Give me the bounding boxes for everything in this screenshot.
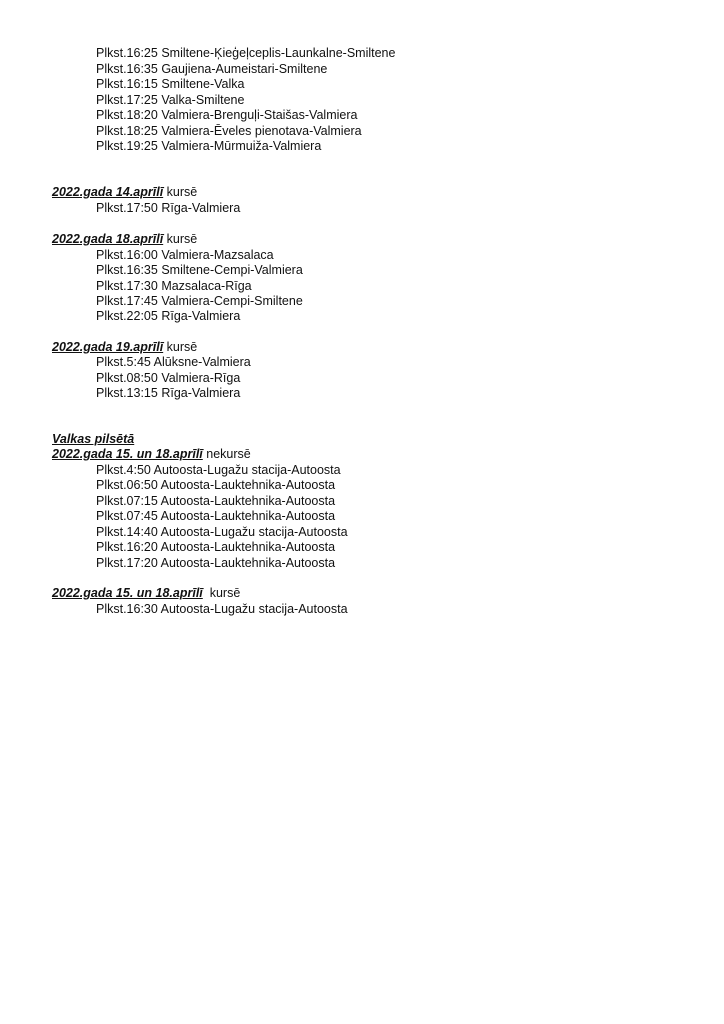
section-status: nekursē [202, 447, 251, 461]
schedule-entry: Plkst.19:25 Valmiera-Mūrmuiža-Valmiera [96, 139, 322, 153]
schedule-entry: Plkst.17:50 Rīga-Valmiera [96, 201, 241, 215]
section-heading [52, 340, 197, 355]
schedule-entry: Plkst.18:25 Valmiera-Ēveles pienotava-Valmiera [96, 124, 362, 138]
schedule-entry: Plkst.14:40 Autoosta-Lugažu stacija-Autoosta [96, 525, 348, 539]
section-heading [52, 586, 240, 601]
section-status: kursē [163, 185, 198, 199]
section-status: kursē [202, 586, 241, 600]
schedule-entry: Plkst.07:15 Autoosta-Lauktehnika-Autoosta [96, 494, 336, 508]
section-date: 2022.gada 15. un 18.aprīlī [52, 586, 203, 600]
schedule-entry: Plkst.13:15 Rīga-Valmiera [96, 386, 241, 400]
section-heading [52, 232, 197, 247]
schedule-entry: Plkst.16:00 Valmiera-Mazsalaca [96, 248, 274, 262]
schedule-entry: Plkst.18:20 Valmiera-Brenguļi-Staišas-Valmiera [96, 108, 358, 122]
schedule-entry: Plkst.17:25 Valka-Smiltene [96, 93, 245, 107]
schedule-entry: Plkst.5:45 Alūksne-Valmiera [96, 355, 251, 369]
town-heading: Valkas pilsētā [52, 432, 135, 446]
section-date: 2022.gada 18.aprīlī [52, 232, 164, 246]
schedule-entry: Plkst.16:25 Smiltene-Ķieģeļceplis-Launkalne-Smiltene [96, 46, 396, 60]
schedule-entry: Plkst.07:45 Autoosta-Lauktehnika-Autoosta [96, 509, 336, 523]
schedule-entry: Plkst.16:35 Gaujiena-Aumeistari-Smiltene [96, 62, 328, 76]
schedule-entry: Plkst.16:20 Autoosta-Lauktehnika-Autoosta [96, 540, 336, 554]
schedule-entry: Plkst.16:15 Smiltene-Valka [96, 77, 245, 91]
schedule-entry: Plkst.4:50 Autoosta-Lugažu stacija-Autoosta [96, 463, 341, 477]
section-status: kursē [163, 340, 198, 354]
schedule-entry: Plkst.17:45 Valmiera-Cempi-Smiltene [96, 294, 303, 308]
section-date: 2022.gada 15. un 18.aprīlī [52, 447, 203, 461]
section-date: 2022.gada 14.aprīlī [52, 185, 164, 199]
schedule-entry: Plkst.17:20 Autoosta-Lauktehnika-Autoosta [96, 556, 336, 570]
schedule-entry: Plkst.22:05 Rīga-Valmiera [96, 309, 241, 323]
schedule-entry: Plkst.16:30 Autoosta-Lugažu stacija-Autoosta [96, 602, 348, 616]
schedule-entry: Plkst.17:30 Mazsalaca-Rīga [96, 279, 252, 293]
section-heading [52, 447, 251, 462]
section-date: 2022.gada 19.aprīlī [52, 340, 164, 354]
schedule-entry: Plkst.06:50 Autoosta-Lauktehnika-Autoosta [96, 478, 336, 492]
schedule-entry: Plkst.16:35 Smiltene-Cempi-Valmiera [96, 263, 303, 277]
schedule-entry: Plkst.08:50 Valmiera-Rīga [96, 371, 241, 385]
section-heading [52, 185, 197, 200]
section-status: kursē [163, 232, 198, 246]
